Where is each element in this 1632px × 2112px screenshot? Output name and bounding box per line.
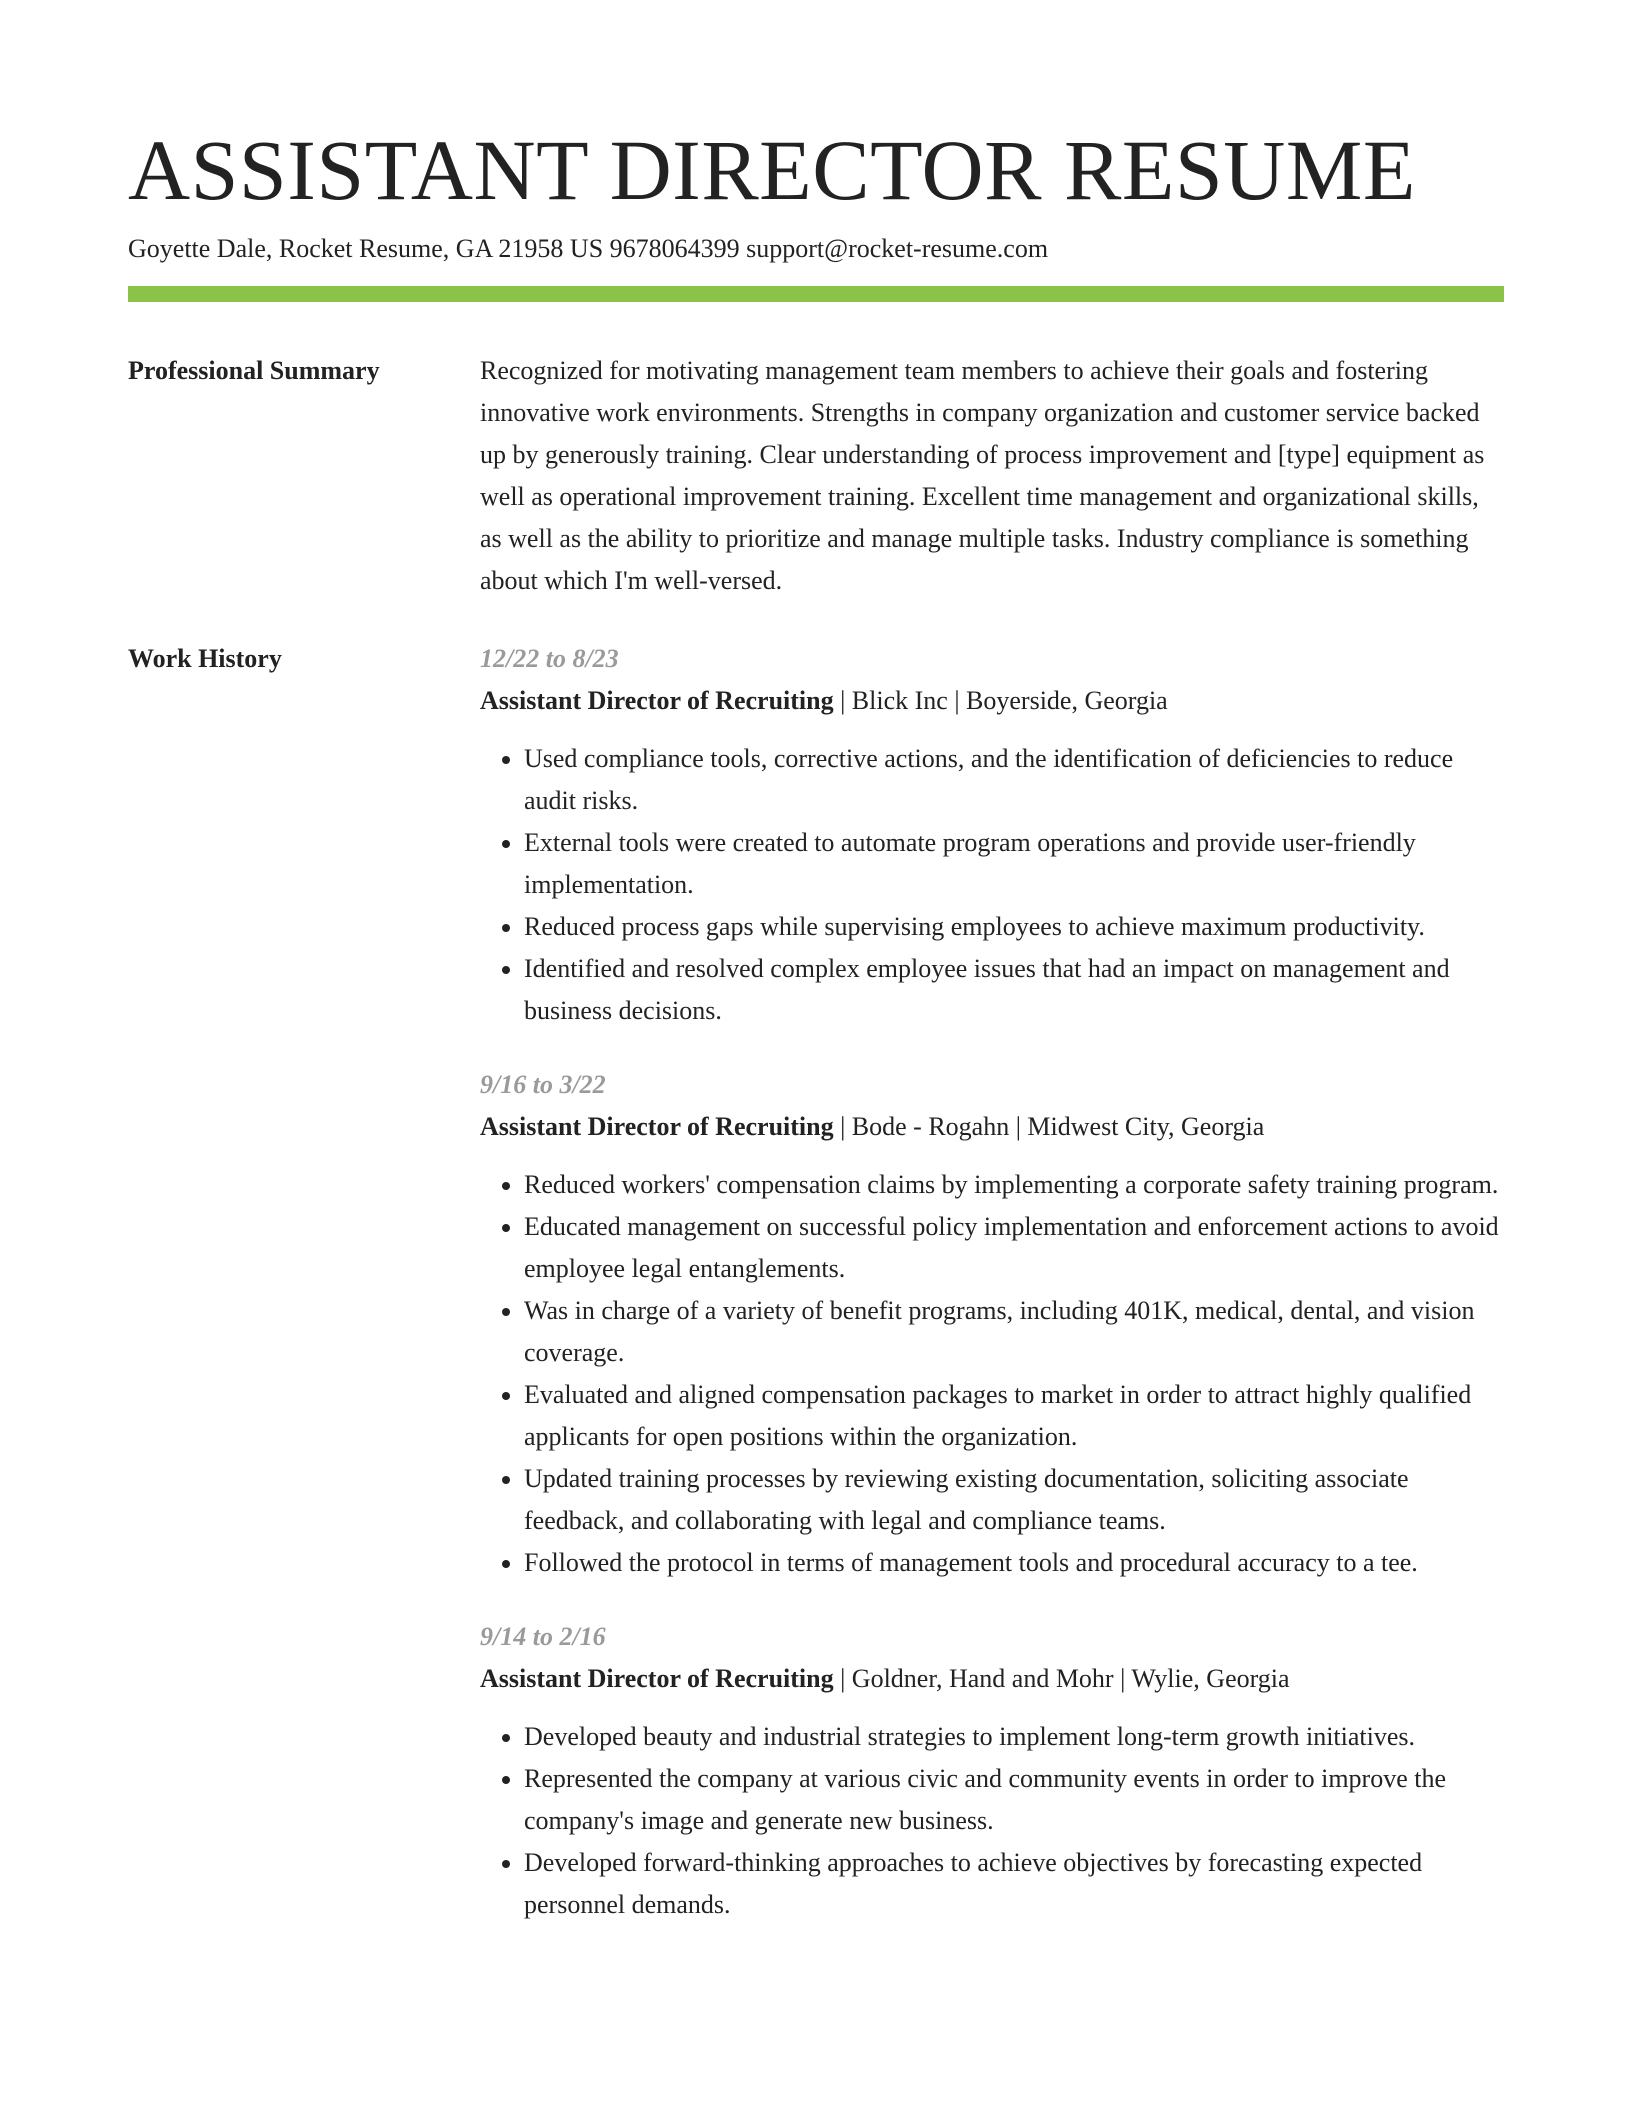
job-title: Assistant Director of Recruiting [480,1112,834,1141]
job-bullet: • Reduced process gaps while supervising employees to achieve maximum productivity. [524,906,1504,948]
job-bullet: • Reduced workers' compensation claims by implementing a corporate safety training program. [524,1164,1504,1206]
job-title: Assistant Director of Recruiting [480,1664,834,1693]
job-bullet: • Followed the protocol in terms of management tools and procedural accuracy to a tee. [524,1542,1504,1584]
job-bullet: • Identified and resolved complex employee issues that had an impact on management and business decisions. [524,948,1504,1032]
job-bullet-list [480,1716,1504,1926]
section-label-summary: Professional Summary [128,356,380,385]
header-divider [128,286,1504,302]
job-bullet: • Used compliance tools, corrective actions, and the identification of deficiencies to reduce audit risks. [524,738,1504,822]
section-label-work-history: Work History [128,644,282,673]
job-title: Assistant Director of Recruiting [480,686,834,715]
job-title-line [480,1658,1504,1700]
job-bullet-list [480,1164,1504,1584]
work-history-section [128,638,1504,1926]
job-bullet: • Developed beauty and industrial strategies to implement long-term growth initiatives. [524,1716,1504,1758]
job-dates: 12/22 to 8/23 [480,644,619,673]
job-dates: 9/16 to 3/22 [480,1070,606,1099]
job-entry [480,1064,1504,1584]
job-dates: 9/14 to 2/16 [480,1622,606,1651]
job-bullet: • Updated training processes by reviewing existing documentation, soliciting associate feedback, and collaborating with legal and compliance teams. [524,1458,1504,1542]
professional-summary-section [128,350,1504,602]
resume-page [128,120,1504,1926]
job-title-line [480,680,1504,722]
summary-text: Recognized for motivating management team members to achieve their goals and fostering innovative work environments. Strengths in company organization and customer service backed up by generously training. Clear understanding of process improvement and [type] equipment as well as operational improvement training. Excellent time management and organizational skills, as well as the ability to prioritize and manage multiple tasks. Industry compliance is something about which I'm well-versed. [480,356,1485,595]
job-entry [480,1616,1504,1926]
job-bullet-list [480,738,1504,1032]
job-company-location: | Goldner, Hand and Mohr | Wylie, Georgia [833,1664,1290,1693]
job-entry [480,638,1504,1032]
job-company-location: | Bode - Rogahn | Midwest City, Georgia [833,1112,1265,1141]
job-bullet: • Educated management on successful policy implementation and enforcement actions to avoid employee legal entanglements. [524,1206,1504,1290]
resume-title: ASSISTANT DIRECTOR RESUME [128,122,1416,218]
job-bullet: • Evaluated and aligned compensation packages to market in order to attract highly qualified applicants for open positions within the organization. [524,1374,1504,1458]
job-title-line [480,1106,1504,1148]
contact-line: Goyette Dale, Rocket Resume, GA 21958 US 9678064399 support@rocket-resume.com [128,234,1049,263]
job-company-location: | Blick Inc | Boyerside, Georgia [833,686,1168,715]
jobs-list [480,638,1504,1926]
job-bullet: • Represented the company at various civic and community events in order to improve the company's image and generate new business. [524,1758,1504,1842]
job-bullet: • External tools were created to automate program operations and provide user-friendly implementation. [524,822,1504,906]
job-bullet: • Was in charge of a variety of benefit programs, including 401K, medical, dental, and vision coverage. [524,1290,1504,1374]
job-bullet: • Developed forward-thinking approaches to achieve objectives by forecasting expected personnel demands. [524,1842,1504,1926]
